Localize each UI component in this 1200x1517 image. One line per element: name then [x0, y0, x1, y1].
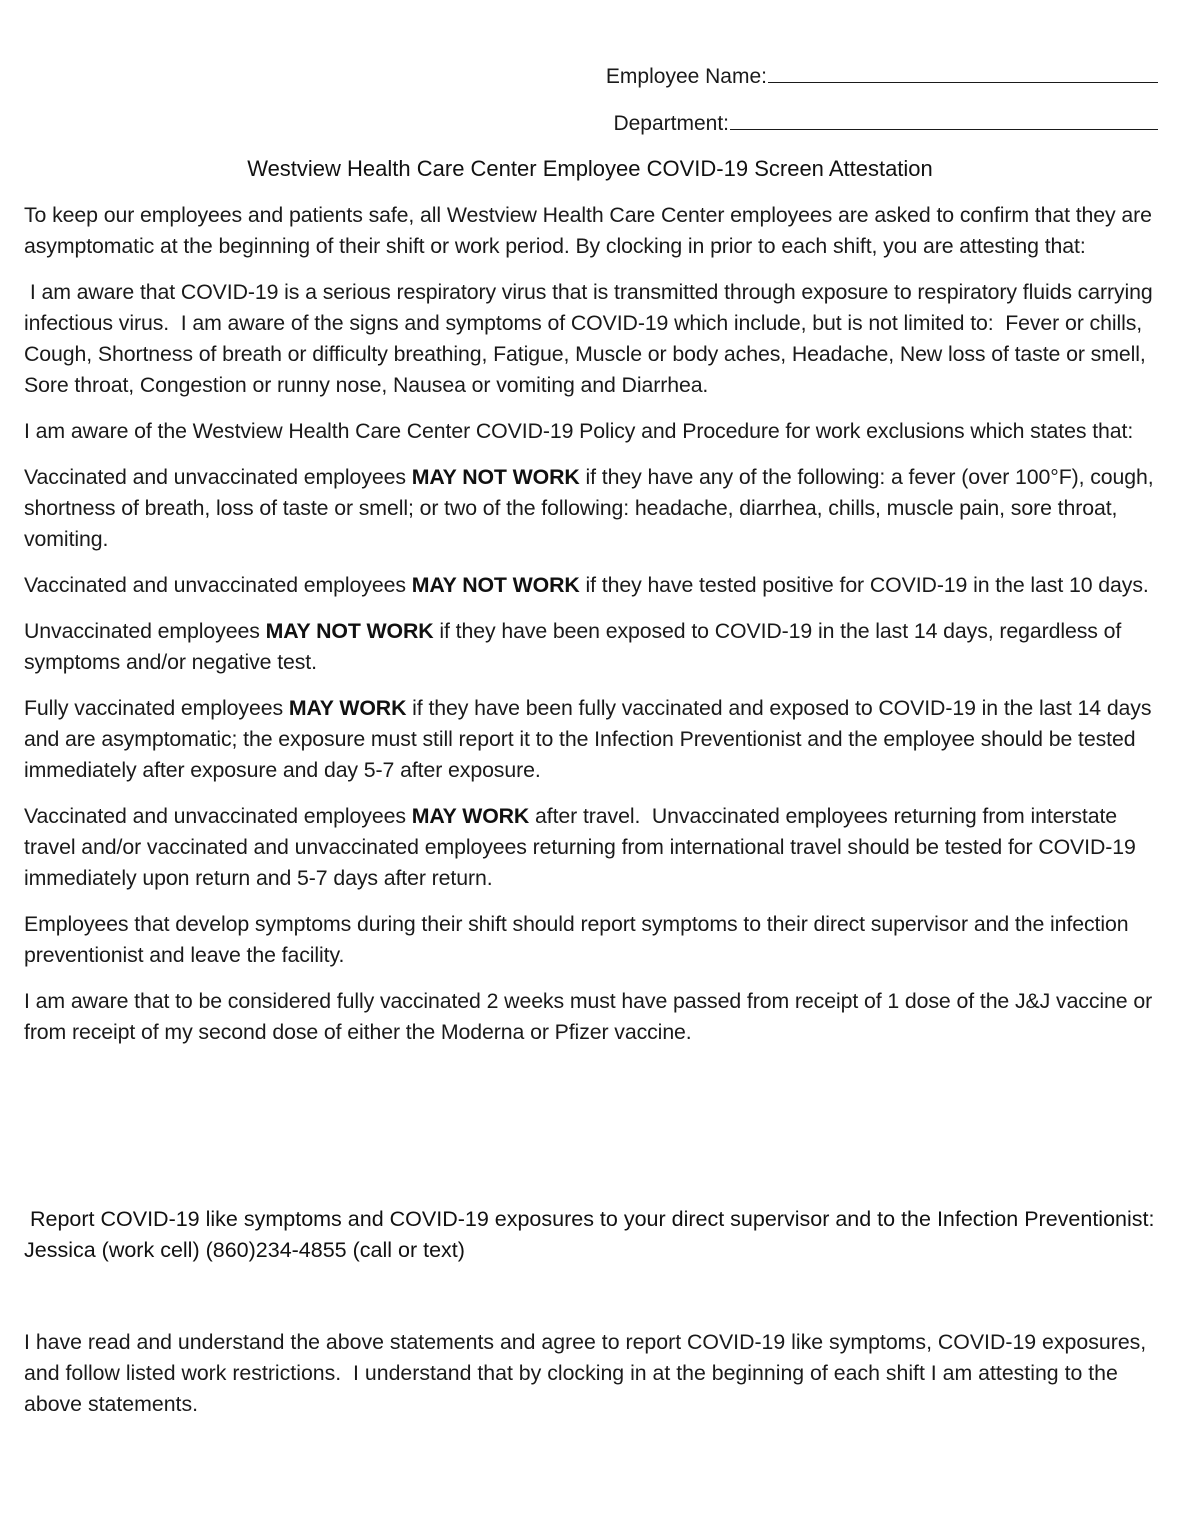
department-blank[interactable] — [730, 109, 1158, 130]
rule-paragraph — [24, 693, 1164, 786]
rule-text: Vaccinated and unvaccinated employees — [24, 573, 412, 597]
rule-text: Unvaccinated employees — [24, 619, 266, 643]
rule-text: if they have tested positive for COVID-19 in the last 10 days. — [579, 573, 1149, 597]
rule-text: if they have been fully vaccinated and exposed to COVID-19 in the last 14 days and are asymptomatic; the exposure must still report it to the Infection Preventionist and the employee should be tested immediately after exposure and day 5-7 after exposure. — [24, 696, 1152, 782]
rule-text: after travel. Unvaccinated employees returning from interstate travel and/or vaccinated and unvaccinated employees returning from international travel should be tested for COVID-19 immediately upon return and 5-7 days after return. — [24, 804, 1136, 890]
rule-emphasis: MAY WORK — [288, 696, 407, 720]
rule-paragraph — [24, 462, 1164, 555]
rule-text: Vaccinated and unvaccinated employees — [24, 804, 412, 828]
department-label: Department: — [613, 112, 729, 135]
rule-emphasis: MAY NOT WORK — [411, 573, 580, 597]
employee-name-label: Employee Name: — [605, 65, 767, 88]
rule-paragraph — [24, 570, 1164, 601]
document-body — [24, 200, 1164, 1063]
report-instructions: Report COVID-19 like symptoms and COVID-19 exposures to your direct supervisor and to the Infection Preventionist: Jessica (work cell) (860)234-4855 (call or text) — [24, 1207, 1161, 1262]
rule-paragraph — [24, 616, 1164, 678]
rule-text: if they have any of the following: a fever (over 100°F), cough, shortness of breath, loss of taste or smell; or two of the following: headache, diarrhea, chills, muscle pain, sore throat, vomiting. — [24, 465, 1154, 551]
rule-emphasis: MAY NOT WORK — [265, 619, 434, 643]
rule-text: Fully vaccinated employees — [24, 696, 289, 720]
rule-emphasis: MAY WORK — [411, 804, 530, 828]
policy-paragraph: I am aware of the Westview Health Care Center COVID-19 Policy and Procedure for work exclusions which states that: — [24, 419, 1134, 443]
vaccination-paragraph: I am aware that to be considered fully vaccinated 2 weeks must have passed from receipt of 1 dose of the J&J vaccine or from receipt of my second dose of either the Moderna or Pfizer vaccine. — [24, 989, 1153, 1044]
rule-emphasis: MAY NOT WORK — [411, 465, 580, 489]
rule-text: if they have been exposed to COVID-19 in the last 14 days, regardless of symptoms and/or negative test. — [24, 619, 1122, 674]
document-title: Westview Health Care Center Employee COVID-19 Screen Attestation — [247, 156, 933, 181]
employee-name-blank[interactable] — [768, 62, 1158, 83]
employee-name-field[interactable] — [606, 62, 1158, 91]
rule-paragraph — [24, 801, 1164, 894]
acknowledgement-paragraph: I have read and understand the above statements and agree to report COVID-19 like symptoms, COVID-19 exposures, and follow listed work restrictions. I understand that by clocking in at the beginning of each shift I am attesting to the above statements. — [24, 1330, 1147, 1416]
awareness-paragraph: I am aware that COVID-19 is a serious respiratory virus that is transmitted through exposure to respiratory fluids carrying infectious virus. I am aware of the signs and symptoms of COVID-19 which include, but is not limited to: Fever or chills, Cough, Shortness of breath or difficulty breathing, Fatigue, Muscle or body aches, Headache, New loss of taste or smell, Sore throat, Congestion or runny nose, Nausea or vomiting and Diarrhea. — [24, 280, 1153, 397]
department-field[interactable] — [613, 109, 1158, 138]
rule-text: Vaccinated and unvaccinated employees — [24, 465, 412, 489]
intro-paragraph: To keep our employees and patients safe, all Westview Health Care Center employees are asked to confirm that they are asymptomatic at the beginning of their shift or work period. By clocking in prior to each shift, you are attesting that: — [24, 203, 1152, 258]
symptoms-paragraph: Employees that develop symptoms during their shift should report symptoms to their direct supervisor and the infection preventionist and leave the facility. — [24, 912, 1129, 967]
